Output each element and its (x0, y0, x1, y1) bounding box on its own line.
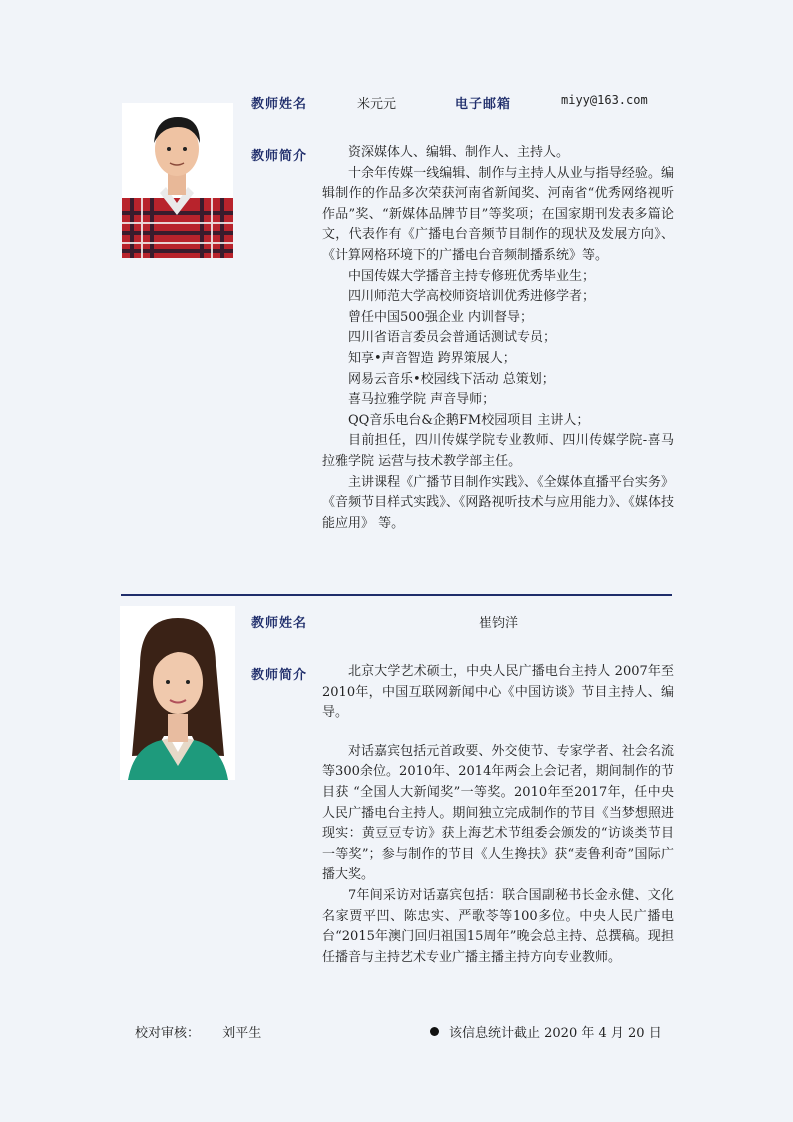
paragraph-gap (322, 724, 674, 742)
reviewer-name: 刘平生 (222, 1026, 262, 1041)
teacher1-photo (122, 103, 233, 258)
bio-paragraph: 北京大学艺术硕士，中央人民广播电台主持人 2007年至2010年，中国互联网新闻中心《中国访谈》节目主持人、编导。 (322, 664, 674, 721)
teacher1-bio-label: 教师简介 (251, 149, 308, 164)
bio-paragraph: 目前担任，四川传媒学院专业教师、四川传媒学院-喜马拉雅学院 运营与技术教学部主任。 (322, 433, 674, 469)
bio-paragraph: 对话嘉宾包括元首政要、外交使节、专家学者、社会名流等300余位。2010年、2014年两会上会记者，期间制作的节目获 “全国人大新闻奖”一等奖。2010年至2017年，任中央人民广播电台主持人。期间独立完成制作的节目《当梦想照进现实：黄豆豆专访》获上海艺术节组委会颁发的“访谈类节目一等奖”；参与制作的节目《人生搀扶》获“麦鲁利奇”国际广播大奖。 (322, 743, 674, 883)
teacher2-name-label: 教师姓名 (251, 616, 308, 631)
bio-paragraph: 知享•声音智造 跨界策展人； (348, 350, 516, 366)
bio-paragraph: 四川师范大学高校师资培训优秀进修学者； (348, 289, 596, 305)
statistics-note (430, 1022, 662, 1041)
bio-paragraph: QQ音乐电台&企鹅FM校园项目 主讲人； (348, 412, 590, 428)
bio-paragraph: 四川省语言委员会普通话测试专员； (348, 330, 557, 346)
teacher1-email: miyy@163.com (561, 93, 648, 107)
bio-paragraph: 曾任中国500强企业 内训督导； (348, 309, 533, 325)
teacher1-email-label: 电子邮箱 (455, 97, 512, 112)
teacher2-bio-label: 教师简介 (251, 668, 308, 683)
teacher2-bio (322, 662, 674, 968)
bio-paragraph: 喜马拉雅学院 声音导师； (348, 392, 496, 408)
bio-paragraph: 7年间采访对话嘉宾包括：联合国副秘书长金永健、文化名家贾平凹、陈忠实、严歌苓等100多位。中央人民广播电台“2015年澳门回归祖国15周年”晚会总主持、总撰稿。现担任播音与主持艺术专业广播主播主持方向专业教师。 (322, 887, 674, 965)
teacher1-name-label: 教师姓名 (251, 97, 308, 112)
bullet-icon (430, 1027, 439, 1036)
reviewer-line (135, 1022, 261, 1041)
teacher2-name: 崔钧洋 (479, 616, 519, 631)
section-divider (121, 594, 672, 596)
bio-paragraph: 资深媒体人、编辑、制作人、主持人。 (348, 145, 570, 160)
teacher1-bio (322, 143, 674, 534)
teacher2-photo (120, 606, 235, 780)
reviewer-label: 校对审核： (135, 1026, 201, 1041)
bio-paragraph: 中国传媒大学播音主持专修班优秀毕业生； (348, 268, 596, 284)
bio-paragraph: 网易云音乐•校园线下活动 总策划； (348, 371, 555, 387)
bio-paragraph: 主讲课程《广播节目制作实践》、《全媒体直播平台实务》《音频节目样式实践》、《网路视听技术与应用能力》、《媒体技能应用》 等。 (322, 474, 674, 531)
teacher1-name: 米元元 (357, 97, 397, 112)
bio-paragraph: 十余年传媒一线编辑、制作与主持人从业与指导经验。编辑制作的作品多次荣获河南省新闻奖、河南省“优秀网络视听作品”奖、“新媒体品牌节目”等奖项；在国家期刊发表多篇论文，代表作有《广播电台音频节目制作的现状及发展方向》、《计算网格环境下的广播电台音频制播系统》等。 (322, 165, 674, 263)
statistics-note-text: 该信息统计截止 2020 年 4 月 20 日 (449, 1026, 662, 1041)
